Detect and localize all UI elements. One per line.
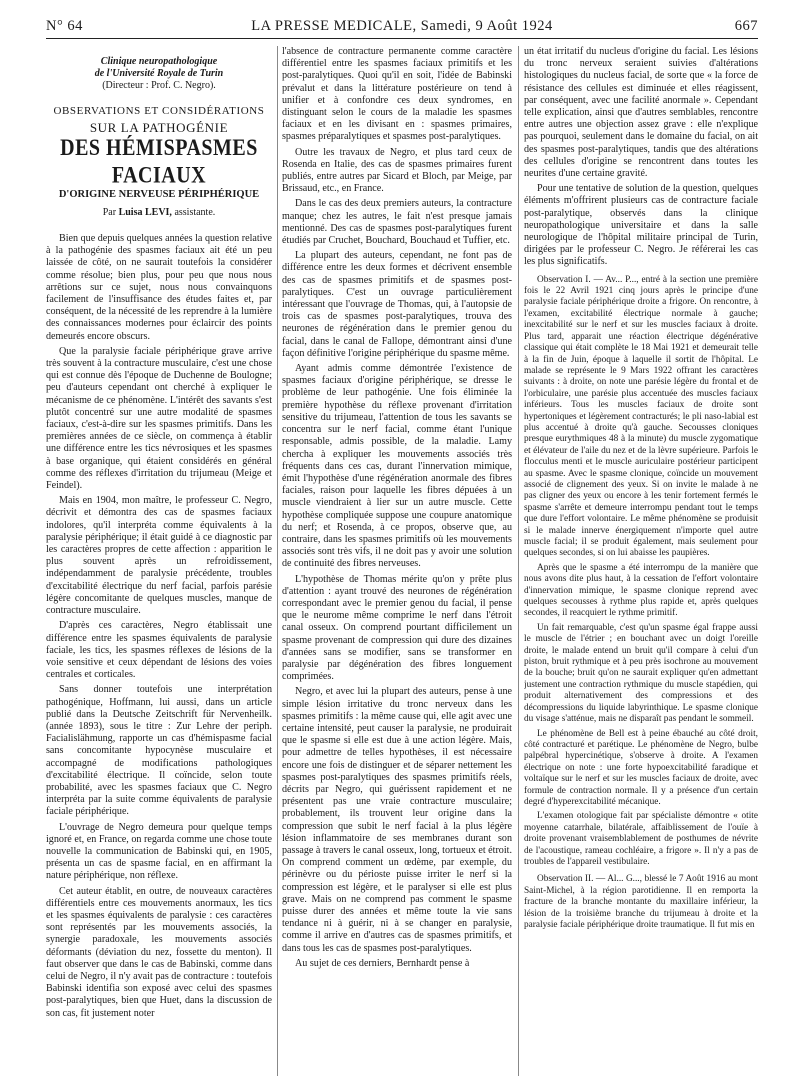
affiliation-line: Clinique neuropathologique: [100, 56, 218, 67]
observation-paragraph: Observation II. — Al... G..., blessé le 7 Août 1916 au mont Saint-Michel, à la région parotidienne. Il en remporta la fracture de la branche montante du maxillaire inférieur, la lésion de la troisième branche du trijumeau à droite et la paralysie faciale périphérique droite traumatique. Il fut mis en: [524, 874, 758, 930]
paragraph: Cet auteur établit, en outre, de nouveaux caractères différentiels entre ces mouvements anormaux, les tics et les spasmes équivalents de paralysie : ces caractères sont représentés par les mouvements associés, la synergie paradoxale, les mouvements associés déformants (déviation du nez, fossette du menton). Il faut observer que dans le cas de Babinski, comme dans celui de Negro, il n'y avait pas de contracture : toutefois Babinski identifia son exposé avec celui des spasmes post-paralytiques, bien que Huet, dans la discussion de son cas, fit justement noter: [46, 885, 272, 1019]
page-number: 667: [734, 18, 758, 34]
paragraph: Negro, et avec lui la plupart des auteurs, pense à une simple lésion irritative du tronc nerveux dans les spasmes primitifs : la même cause qui, elle agit avec une certaine intensité, peut causer la paralysie, ne produirait que le spasme si elle est due à une action légère. Mais, pour admettre de telles hypothèses, il est nécessaire encore une fois de distinguer et de séparer nettement les spasmes post-paralytiques des spasmes primitifs réels, décrits par Negro, qui guérissent rapidement et ne présentent pas une vraie contracture musculaire; probablement, ils trouvent leur origine dans la compression que subit le nerf facial à la plus légère lésion inflammatoire de ses membranes durant son passage à travers le canal osseux, long, tortueux et étroit. On comprend comment un œdème, par exemple, du périnèvre ou du périoste puisse irriter le nerf si la compression est légère, et le paralyser si elle est plus grave. Mais on ne comprend pas comment le spasme puisse durer des années et même toute la vie sans tendance ni à guérir, ni à se changer en paralysie, comme il arrive en d'autres cas de spasmes primitifs, et dans tous les cas de spasmes post-paralytiques.: [282, 686, 512, 954]
article-title: DES HÉMISPASMES FACIAUX: [60, 135, 258, 189]
author-role: assistante.: [174, 207, 216, 218]
author-name: Luisa LEVI,: [118, 207, 172, 218]
column-3: [524, 46, 758, 1076]
byline-prefix: Par: [102, 207, 117, 218]
paragraph: Dans le cas des deux premiers auteurs, la contracture manque; chez les autres, le fait n'est presque jamais mentionné. Des cas de spasmes post-paralytiques furent étudiés par Cruchet, Bouchard, Bouchaud et Tuffier, etc.: [282, 198, 512, 247]
article-subtitle: D'ORIGINE NERVEUSE PÉRIPHÉRIQUE: [58, 189, 260, 200]
paragraph: Sans donner toutefois une interprétation pathogénique, Hoffmann, lui aussi, dans un article publié dans la Deutsche Zeitschrift für Nervenheilk. (année 1893), sous le titre : Zur Lehre der periph. Facialislähmung, rapporte un cas d'hémispasme facial sans concomitante hypocynèse musculaire et accompagné de modifications pathologiques d'excitabilité électrique. Il coïncide, selon toute probabilité, avec les spasmes faciaux que C. Negro interpréta par la suite comme équivalents de paralysie faciale périphérique.: [46, 684, 272, 818]
paragraph: D'après ces caractères, Negro établissait une différence entre les spasmes équivalents de paralysie faciale, les tics, les spasmes réflexes de lésions de la voie sensitive et ceux dépendant de lésions des voies centrales et corticales.: [46, 620, 272, 681]
paragraph: l'absence de contracture permanente comme caractère différentiel entre les spasmes faciaux primitifs et les post-paralytiques. Quoi qu'il en soit, l'idée de Babinski prévalut et dans la littérature postérieure on tend à unifier et à confondre ces deux syndromes, en distinguant selon le cours de la maladie les spasmes faciaux et en les divisant en : spasmes primaires, spasmes préparalytiques et spasmes post-paralytiques.: [282, 46, 512, 143]
article-kicker: SUR LA PATHOGÉNIE: [89, 120, 229, 135]
paragraph: L'ouvrage de Negro demeura pour quelque temps ignoré et, en France, on regarda comme une chose toute nouvelle la communication de Babinski qui, en 1905, présenta un cas de spasme facial, en en affirmant la nature périphérique, non réflexe.: [46, 821, 272, 882]
paragraph: Pour une tentative de solution de la question, quelques éléments m'offrirent plusieurs cas de contracture faciale post-paralytique, observés dans la clinique neuropathologique universitaire et dans la salle neurologique de l'hôpital militaire principal de Turin, dirigées par le professeur C. Negro. Je référerai les cas les plus significatifs.: [524, 183, 758, 268]
paragraph: L'hypothèse de Thomas mérite qu'on y prête plus d'attention : ayant trouvé des neurones de régénération correspondant avec le premier genou du facial, il pense que le neurome même comprime le nerf dans l'étroit canal osseux. On comprend pourtant difficilement un spasme provenant de compression qui dure des dizaines d'années sans se modifier, sans se transformer en paralysie par dégénération des fibres longuement comprimées.: [282, 573, 512, 683]
byline: [46, 206, 272, 219]
paragraph: Ayant admis comme démontrée l'existence de spasmes faciaux d'origine périphérique, se dresse le problème de leur pathogénie. Une fois éliminée la première hypothèse du réflexe provenant d'irritation sensitive du trijumeau, l'attention de tous les savants se concentra sur le nerf facial, comme étant l'unique responsable, admis possible, de la maladie. Lamy chercha à expliquer les mouvements associés très fréquents dans ces cas, durant l'innervation mimique, émit l'hypothèse d'une régénération anormale des fibres faciales, raison pour laquelle les fibres dépuées à un muscle viendraient à lier sur un autre muscle. Cette hypothèse compliquée suppose une coupure anatomique du nerf; et Rosenda, à ce propos, observe que, au contraire, dans les spasmes primitifs où les mouvements associés sont très vifs, il ne doit pas y avoir une solution de continuité des fibres nerveuses.: [282, 363, 512, 570]
article-kicker: OBSERVATIONS ET CONSIDÉRATIONS: [53, 105, 265, 117]
observation-paragraph: Observation I. — Av... P..., entré à la section une première fois le 22 Avril 1921 cinq jours après le principe d'une paralysie faciale périphérique droite a frigore. On rencontre, à l'examen, excitabilité électrique normale à gauche; inexcitabilité sur le nerf et sur les muscles faciaux à droite. Plus tard, apparait une réaction électrique dégénérative classique qui était complète le 18 Mai 1921 et demeurait telle à la fin de Juin, époque à laquelle il sortit de l'hôpital. Le malade se représente le 9 Mars 1922 offrant les caractères suivants : à droite, on note une parésie légère du frontal et de l'orbiculaire, une parésie plus accentuée des muscles faciaux inférieurs. Tous les muscles faciaux de droite sont hypertoniques et légèrement contracturés; le pli naso-labial est plus accentué à droite qu'à gauche. Secousses cloniques presque eurythmiques 48 à la minute) du muscle zygomatique et élévateur de l'aile du nez et de la lèvre supérieure. Parfois le flocculus menti et le muscle auriculaire postérieur participent au spasme. Avec le spasme clonique, coïncide un mouvement associé de clignement des yeux. Si on invite le malade à ne pas cligner des yeux ou encore à les tenir fortement fermés le spasme s'arrête et demeure interrompu pendant tout le temps que dure l'effort volontaire. Le même phénomène se produisit si le malade innerve énergiquement n'importe quel autre muscle facial; il se produit également, mais seulement pour quelques secondes, si on lui abaisse les paupières.: [524, 274, 758, 559]
paragraph: La plupart des auteurs, cependant, ne font pas de différence entre les deux formes et décrivent ensemble des cas de spasmes primitifs et de spasmes post-paralytiques. C'est un ouvrage particulièrement intéressant que l'ouvrage de Thomas, qui, à l'autopsie de trois cas de spasmes post-paralytiques, trouva des neurones de régénération dans le premier genou du facial, dans le canal de Fallope, démontrant ainsi d'une façon définitive l'origine périphérique du spasme même.: [282, 250, 512, 359]
article-columns: [46, 46, 758, 1076]
paragraph: Mais en 1904, mon maître, le professeur C. Negro, décrivit et démontra des cas de spasmes faciaux indolores, qu'il interpréta comme équivalents à la paralysie périphérique; il était guidé à ce diagnostic par les caractères propres de cette affection : apparition le plus souvent après un refroidissement, indépendamment de paralysie précédente, troubles d'excitabilité électrique du nerf facial, parfois parésie légère concomitante de quelques muscles, manque de contracture musculaire.: [46, 495, 272, 617]
paragraph: un état irritatif du nucleus d'origine du facial. Les lésions du tronc nerveux seraient suivies d'altérations histologiques du nucleus facial, de sorte que « la force de résistance des cellules est diminuée et elles réagissent, par conséquent, avec une facilité anormale ». Cependant telle explication, ainsi que d'autres semblables, rencontre entre autres une objection assez grave : elle n'explique pas pourquoi, seulement dans le domaine du facial, on ait des spasmes post-paralytiques, tandis que des altérations des cellules d'origine se rencontrent dans toutes les neurites d'une certaine gravité.: [524, 46, 758, 180]
column-separator: [518, 46, 519, 1076]
observation-paragraph: Le phénomène de Bell est à peine ébauché au côté droit, côté contracturé et parétique. Le phénomène de Negro, bulbe palpébral hypercinétique, s'observe à droite. A l'examen électrique on note : une forte hypoexcitabilité faradique et voltaïque sur le nerf et sur les muscles faciaux de droite, avec formule de contraction normale. Il y a présence d'un certain degré d'hyperexcitabilité mécanique.: [524, 728, 758, 807]
observation-paragraph: Un fait remarquable, c'est qu'un spasme égal frappe aussi le muscle de l'étrier ; en bouchant avec un doigt l'oreille droite, le malade entend un bruit qu'il compare à celui d'un piston, bruit rythmique et à peu près isochrone au mouvement de la bouche; bruit qu'on ne saurait expliquer qu'en admettant justement une contraction rythmique du muscle stapédien, qui produit alternativement des compressions et des décompressions du liquide labyrinthique. Le spasme clonique du visage s'atténue, mais ne disparaît pas pendant le sommeil.: [524, 622, 758, 725]
paragraph: Que la paralysie faciale périphérique grave arrive très souvent à la contracture musculaire, c'est une chose qui est connue dès l'époque de Duchenne de Boulogne; peu d'auteurs cependant ont cherché à expliquer le mécanisme de ce phénomène. L'intérêt des savants s'est plutôt concentré sur une autre modalité de spasmes faciaux, c'est-à-dire sur les spasmes primitifs. Dans les premières années de ce siècle, on commença à établir une différence entre les tics névrosiques et les spasmes à base organique, qui étaient considérés en général comme des réflexes d'irritation du trijumeau (Meige et Feindel).: [46, 345, 272, 492]
affiliation: [46, 56, 272, 92]
observation-paragraph: L'examen otologique fait par spécialiste démontre « otite moyenne catarrhale, bilatérale, affaiblissement de l'ouïe à droite provenant vraisemblablement de posthumes de névrite de l'acoustique, rameau cochléaire, a frigore ». Il n'y a pas de troubles de l'appareil vestibulaire.: [524, 811, 758, 867]
journal-title: LA PRESSE MEDICALE, Samedi, 9 Août 1924: [251, 18, 553, 34]
affiliation-line: de l'Université Royale de Turin: [94, 68, 224, 79]
header-rule: [46, 38, 758, 39]
column-1: [46, 46, 272, 1076]
issue-number: N° 64: [46, 18, 83, 34]
paragraph: Au sujet de ces derniers, Bernhardt pense à: [295, 957, 470, 969]
observation-paragraph: Après que le spasme a été interrompu de la manière que nous avons dite plus haut, à la cessation de l'effort volontaire d'innervation mimique, le spasme clonique reprend avec quelques secousses à rythme plus rapide et, après quelques secondes, il reacquiert le rythme primitif.: [524, 562, 758, 619]
column-2: [282, 46, 512, 1076]
column-separator: [277, 46, 278, 1076]
paragraph: Bien que depuis quelques années la question relative à la pathogénie des spasmes faciaux ait été un peu laissée de côté, on ne saurait toutefois la considérer comme résolue; bien plus, pour peu que nous nous arrêtions sur ce sujet, nous nous convainquons facilement de l'insuffisance des études faites et, par conséquent, de la nécessité de les reprendre à la lumière des connaissances modernes pour éclaircir des points demeurés encore obscurs.: [46, 233, 272, 342]
affiliation-director: (Directeur : Prof. C. Negro).: [102, 80, 216, 91]
running-header: [46, 14, 758, 36]
paragraph: Outre les travaux de Negro, et plus tard ceux de Rosenda en Italie, des cas de spasmes primaires furent publiés, entre autres par Sicard et Bloch, par Meige, par Brissaud, etc., en France.: [282, 146, 512, 195]
